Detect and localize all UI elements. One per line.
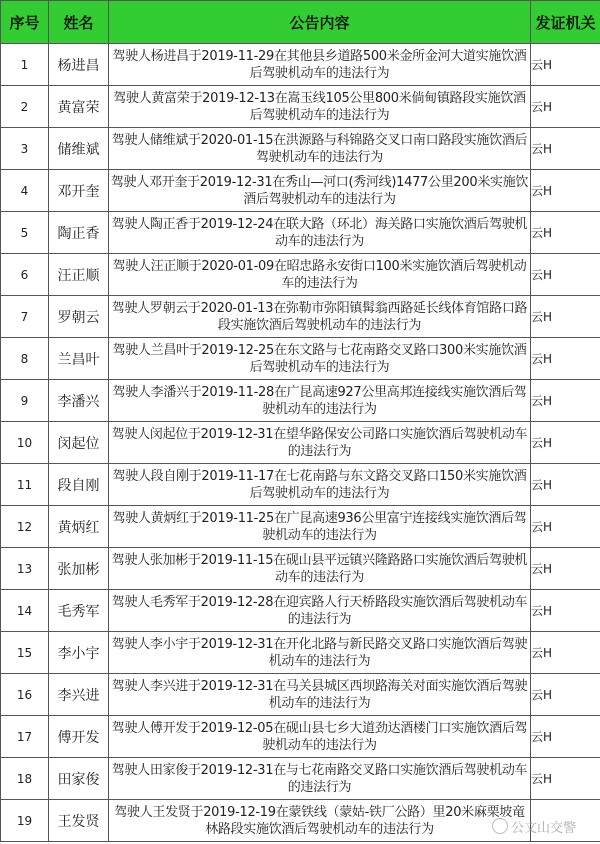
table-row xyxy=(1,254,600,296)
row-content: 驾驶人张加彬于2019-11-15在砚山县平远镇兴隆路路口实施饮酒后驾驶机动车的违法行为 xyxy=(109,548,531,590)
row-agency: 云H xyxy=(531,674,600,716)
row-name: 储维斌 xyxy=(49,128,109,170)
table-row xyxy=(1,380,600,422)
table-row xyxy=(1,128,600,170)
row-content: 驾驶人罗朝云于2020-01-13在弥勒市弥阳镇髯翁西路延长线体育馆路口路段实施饮酒后驾驶机动车的违法行为 xyxy=(109,296,531,338)
row-content: 驾驶人汪正顺于2020-01-09在昭忠路永安街口100米实施饮酒后驾驶机动车的违法行为 xyxy=(109,254,531,296)
table-row xyxy=(1,212,600,254)
header-index: 序号 xyxy=(1,1,49,44)
watermark-text: 公文山交警 xyxy=(510,821,576,836)
table-row xyxy=(1,44,600,86)
row-agency: 云H xyxy=(531,44,600,86)
row-name: 邓开奎 xyxy=(49,170,109,212)
row-content: 驾驶人邓开奎于2019-12-31在秀山—河口(秀河线)1477公里200米实施饮酒后驾驶机动车的违法行为 xyxy=(109,170,531,212)
row-name: 陶正香 xyxy=(49,212,109,254)
row-name: 罗朝云 xyxy=(49,296,109,338)
row-agency: 云H xyxy=(531,170,600,212)
wechat-account-icon xyxy=(492,818,508,834)
row-agency: 云H xyxy=(531,128,600,170)
row-content: 驾驶人傅开发于2019-12-05在砚山县七乡大道劲达酒楼门口实施饮酒后驾驶机动车的违法行为 xyxy=(109,716,531,758)
row-content: 驾驶人杨进昌于2019-11-29在其他县乡道路500米金所金河大道实施饮酒后驾驶机动车的违法行为 xyxy=(109,44,531,86)
row-agency: 云H xyxy=(531,86,600,128)
row-agency: 云H xyxy=(531,422,600,464)
table-row xyxy=(1,506,600,548)
table-row xyxy=(1,296,600,338)
row-name: 李兴进 xyxy=(49,674,109,716)
header-name: 姓名 xyxy=(49,1,109,44)
row-name: 田家俊 xyxy=(49,758,109,800)
row-content: 驾驶人黄炳红于2019-11-25在广昆高速936公里富宁连接线实施饮酒后驾驶机动车的违法行为 xyxy=(109,506,531,548)
row-name: 杨进昌 xyxy=(49,44,109,86)
table-row xyxy=(1,338,600,380)
row-name: 闵起位 xyxy=(49,422,109,464)
row-index: 10 xyxy=(1,422,49,464)
row-name: 李小宇 xyxy=(49,632,109,674)
row-agency: 云H xyxy=(531,548,600,590)
table-row xyxy=(1,464,600,506)
row-agency: 云H xyxy=(531,590,600,632)
row-agency: 云H xyxy=(531,296,600,338)
row-index: 6 xyxy=(1,254,49,296)
row-content: 驾驶人田家俊于2019-12-31在与七花南路交叉路口实施饮酒后驾驶机动车的违法行为 xyxy=(109,758,531,800)
table-row xyxy=(1,548,600,590)
row-content: 驾驶人储维斌于2020-01-15在洪源路与科锦路交叉口南口路段实施饮酒后驾驶机动车的违法行为 xyxy=(109,128,531,170)
row-index: 13 xyxy=(1,548,49,590)
row-agency: 云H xyxy=(531,758,600,800)
row-content: 驾驶人兰昌叶于2019-12-25在东文路与七花南路交叉路口300米实施饮酒后驾驶机动车的违法行为 xyxy=(109,338,531,380)
row-index: 4 xyxy=(1,170,49,212)
row-agency: 云H xyxy=(531,254,600,296)
row-name: 张加彬 xyxy=(49,548,109,590)
row-name: 黄炳红 xyxy=(49,506,109,548)
table-row xyxy=(1,632,600,674)
header-content: 公告内容 xyxy=(109,1,531,44)
row-index: 12 xyxy=(1,506,49,548)
row-index: 3 xyxy=(1,128,49,170)
row-content: 驾驶人黄富荣于2019-12-13在嵩玉线105公里800米倘甸镇路段实施饮酒后驾驶机动车的违法行为 xyxy=(109,86,531,128)
row-index: 17 xyxy=(1,716,49,758)
row-name: 黄富荣 xyxy=(49,86,109,128)
row-index: 8 xyxy=(1,338,49,380)
row-content: 驾驶人李小宇于2019-12-31在开化北路与新民路交叉路口实施饮酒后驾驶机动车的违法行为 xyxy=(109,632,531,674)
table-row xyxy=(1,86,600,128)
table-row xyxy=(1,758,600,800)
table-row xyxy=(1,170,600,212)
row-content: 驾驶人陶正香于2019-12-24在联大路（环北）海关路口实施饮酒后驾驶机动车的违法行为 xyxy=(109,212,531,254)
row-index: 16 xyxy=(1,674,49,716)
watermark xyxy=(492,817,576,836)
row-name: 李潘兴 xyxy=(49,380,109,422)
table-row xyxy=(1,716,600,758)
row-name: 汪正顺 xyxy=(49,254,109,296)
header-agency: 发证机关 xyxy=(531,1,600,44)
row-index: 5 xyxy=(1,212,49,254)
table-row xyxy=(1,590,600,632)
row-content: 驾驶人李兴进于2019-12-31在马关县城区西坝路海关对面实施饮酒后驾驶机动车的违法行为 xyxy=(109,674,531,716)
table-row xyxy=(1,674,600,716)
row-index: 14 xyxy=(1,590,49,632)
row-index: 11 xyxy=(1,464,49,506)
row-index: 18 xyxy=(1,758,49,800)
row-index: 1 xyxy=(1,44,49,86)
row-index: 7 xyxy=(1,296,49,338)
row-index: 19 xyxy=(1,800,49,842)
row-content: 驾驶人王发贤于2019-12-19在蒙铁线（蒙姑-铁厂公路）里20米麻栗坡竜林路段实施饮酒后驾驶机动车的违法行为 xyxy=(109,800,531,842)
row-name: 傅开发 xyxy=(49,716,109,758)
row-content: 驾驶人段自刚于2019-11-17在七花南路与东文路交叉路口150米实施饮酒后驾驶机动车的违法行为 xyxy=(109,464,531,506)
row-agency: 云H xyxy=(531,380,600,422)
row-agency: 云H xyxy=(531,212,600,254)
row-content: 驾驶人毛秀军于2019-12-28在迎宾路人行天桥路段实施饮酒后驾驶机动车的违法行为 xyxy=(109,590,531,632)
row-content: 驾驶人李潘兴于2019-11-28在广昆高速927公里高邦连接线实施饮酒后驾驶机动车的违法行为 xyxy=(109,380,531,422)
row-name: 毛秀军 xyxy=(49,590,109,632)
row-content: 驾驶人闵起位于2019-12-31在望华路保安公司路口实施饮酒后驾驶机动车的违法行为 xyxy=(109,422,531,464)
row-agency: 云H xyxy=(531,632,600,674)
row-name: 兰昌叶 xyxy=(49,338,109,380)
header-row xyxy=(1,1,600,44)
row-agency: 云H xyxy=(531,464,600,506)
row-agency: 云H xyxy=(531,506,600,548)
row-agency: 云H xyxy=(531,338,600,380)
row-name: 段自刚 xyxy=(49,464,109,506)
row-index: 15 xyxy=(1,632,49,674)
row-index: 9 xyxy=(1,380,49,422)
row-index: 2 xyxy=(1,86,49,128)
row-agency: 云H xyxy=(531,716,600,758)
table-row xyxy=(1,422,600,464)
row-name: 王发贤 xyxy=(49,800,109,842)
